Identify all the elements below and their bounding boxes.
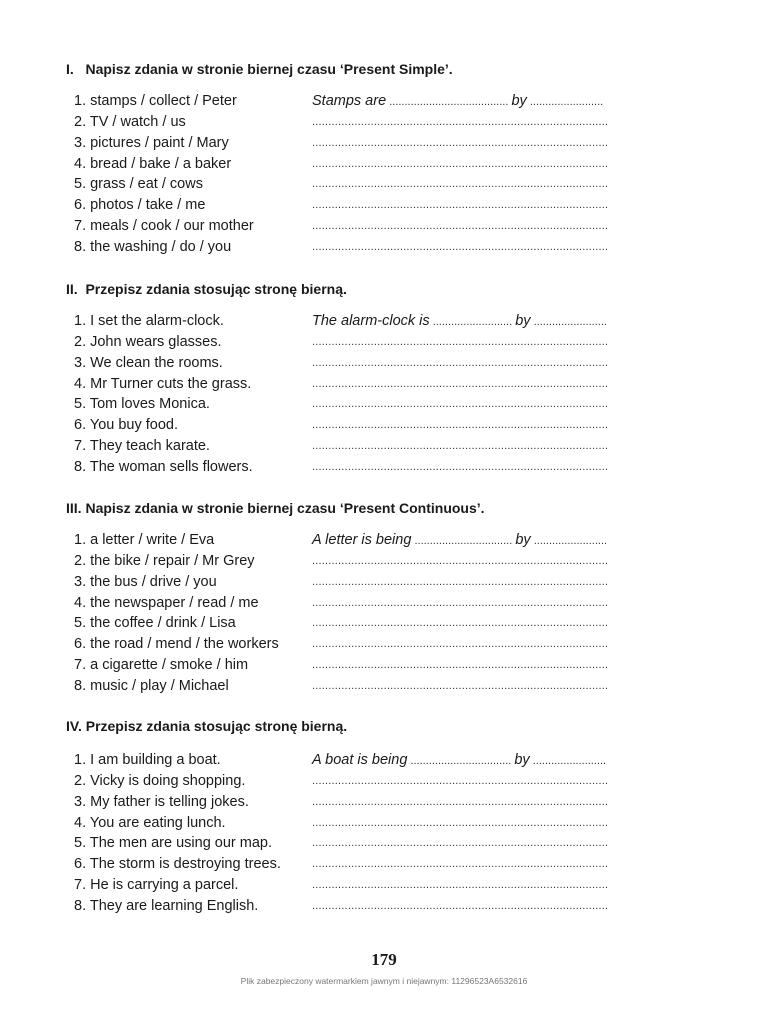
answer-line[interactable]: ........................................................................................... [312,679,609,692]
section-number: II. [66,281,78,297]
exercise-row [66,332,686,353]
prompt: 8. music / play / Michael [74,677,229,694]
answer-line[interactable]: ........................................................................................... [312,816,609,829]
prompt: 5. the coffee / drink / Lisa [74,615,236,632]
exercise-row [66,833,686,854]
exercise-row [66,655,686,676]
answer-line[interactable]: ........................................................................................... [312,178,609,191]
prompt: 7. They teach karate. [74,438,210,455]
exercise-row [66,195,686,216]
answer-line[interactable]: ........................................................................................... [312,157,609,170]
exercise-row [66,530,686,551]
section-1 [66,57,686,258]
prompt: 4. Mr Turner cuts the grass. [74,375,252,392]
answer-line[interactable]: ........................................................................................... [312,115,609,128]
exercise-row [66,896,686,917]
answer-line[interactable]: ........................................................................................... [312,659,609,672]
answer-line[interactable]: ........................................................................................... [312,774,609,787]
answer-line[interactable]: ........................................................................................... [312,199,609,212]
section-title [66,277,686,301]
exercise-row [66,353,686,374]
exercise-rows [66,530,686,697]
answer-line[interactable]: ........................................................................................... [312,335,609,348]
prompt: 3. the bus / drive / you [74,573,217,590]
answer-line[interactable]: ........................................................................................... [312,858,609,871]
answer-line[interactable]: ........................................................................................... [312,575,609,588]
example-start: A letter is being [312,532,412,548]
prompt: 3. My father is telling jokes. [74,793,249,810]
prompt: 6. You buy food. [74,417,179,434]
exercise-row [66,415,686,436]
prompt: 8. The woman sells flowers. [74,458,253,475]
answer-line[interactable]: ........................................................................................... [312,398,609,411]
exercise-rows [66,91,686,258]
exercise-row [66,237,686,258]
prompt: 3. We clean the rooms. [74,354,223,371]
answer-line[interactable]: ........................................................................................... [312,440,609,453]
answer-line[interactable]: ........................................................................................... [312,377,609,390]
prompt: 6. the road / mend / the workers [74,636,279,653]
exercise-row [66,174,686,195]
exercise-row [66,394,686,415]
example-answer [312,750,674,772]
prompt: 5. grass / eat / cows [74,176,203,193]
answer-line[interactable]: ........................................................................................... [312,136,609,149]
answer-blank[interactable]: ........................ [530,535,608,547]
exercise-row [66,457,686,478]
answer-line[interactable]: ........................................................................................... [312,220,609,233]
prompt: 8. They are learning English. [74,897,259,914]
answer-line[interactable]: ........................................................................................... [312,837,609,850]
exercise-rows [66,311,686,478]
answer-line[interactable]: ........................................................................................... [312,899,609,912]
exercise-row [66,311,686,332]
exercise-row [66,676,686,697]
prompt: 1. a letter / write / Eva [74,532,215,548]
prompt: 2. Vicky is doing shopping. [74,772,246,789]
example-answer [312,91,674,113]
exercise-rows [66,750,686,917]
example-answer [312,311,674,333]
section-number: IV. [66,718,82,734]
example-by: by [511,93,527,109]
answer-line[interactable]: ........................................................................................... [312,638,609,651]
exercise-row [66,613,686,634]
answer-blank[interactable]: ................................ [411,535,516,547]
section-title [66,496,686,520]
prompt: 1. I set the alarm-clock. [74,313,224,329]
exercise-row [66,112,686,133]
section-4 [66,714,686,917]
prompt: 6. The storm is destroying trees. [74,856,281,873]
exercise-row [66,593,686,614]
answer-line[interactable]: ........................................................................................... [312,460,609,473]
exercise-row [66,572,686,593]
section-number: I. [66,61,74,77]
exercise-row [66,771,686,792]
watermark-text: Plik zabezpieczony watermarkiem jawnym i niejawnym: 11296523A6532616 [240,976,528,986]
answer-line[interactable]: ........................................................................................... [312,617,609,630]
exercise-row [66,133,686,154]
example-start: The alarm-clock is [312,313,430,329]
exercise-row [66,634,686,655]
answer-line[interactable]: ........................................................................................... [312,356,609,369]
section-instruction: Przepisz zdania stosując stronę bierną. [85,281,347,297]
section-title [66,714,686,738]
answer-line[interactable]: ........................................................................................... [312,419,609,432]
prompt: 2. TV / watch / us [74,113,186,130]
exercise-row [66,91,686,112]
exercise-row [66,875,686,896]
answer-line[interactable]: ........................................................................................... [312,879,609,892]
answer-line[interactable]: ........................................................................................... [312,596,609,609]
prompt: 2. the bike / repair / Mr Grey [74,552,255,569]
section-2 [66,277,686,478]
prompt: 4. the newspaper / read / me [74,594,259,611]
answer-blank[interactable]: ........................ [526,96,604,108]
prompt: 2. John wears glasses. [74,333,222,350]
example-start: Stamps are [312,93,387,109]
prompt: 4. bread / bake / a baker [74,155,232,172]
exercise-row [66,813,686,834]
section-instruction: Przepisz zdania stosując stronę bierną. [85,718,348,734]
prompt: 6. photos / take / me [74,197,206,214]
section-title [66,57,686,81]
answer-blank[interactable]: ........................ [529,755,607,767]
prompt: 1. stamps / collect / Peter [74,93,237,109]
prompt: 7. He is carrying a parcel. [74,877,239,894]
prompt: 8. the washing / do / you [74,238,232,255]
section-3 [66,496,686,697]
answer-blank[interactable]: .......................... [429,316,516,328]
prompt: 1. I am building a boat. [74,752,221,768]
section-number: III. [66,500,82,516]
exercise-row [66,154,686,175]
answer-blank[interactable]: ........................ [530,316,607,328]
answer-line[interactable]: ........................................................................................... [312,240,609,253]
answer-blank[interactable]: ....................................... [386,96,512,108]
prompt: 3. pictures / paint / Mary [74,134,229,151]
prompt: 4. You are eating lunch. [74,814,226,831]
answer-blank[interactable]: ................................. [407,755,515,767]
example-by: by [514,752,530,768]
section-instruction: Napisz zdania w stronie biernej czasu ‘Present Simple’. [85,61,453,77]
prompt: 5. The men are using our map. [74,835,273,852]
exercise-row [66,216,686,237]
answer-line[interactable]: ........................................................................................... [312,795,609,808]
exercise-row [66,436,686,457]
exercise-row [66,854,686,875]
section-instruction: Napisz zdania w stronie biernej czasu ‘Present Continuous’. [85,500,485,516]
example-answer [312,530,674,552]
prompt: 5. Tom loves Monica. [74,396,210,413]
exercise-row [66,374,686,395]
example-by: by [515,313,531,329]
exercise-row [66,551,686,572]
exercise-row [66,792,686,813]
exercise-row [66,750,686,771]
example-start: A boat is being [312,752,408,768]
page-number: 179 [371,950,397,969]
prompt: 7. meals / cook / our mother [74,218,254,235]
answer-line[interactable]: ........................................................................................... [312,554,609,567]
example-by: by [515,532,531,548]
prompt: 7. a cigarette / smoke / him [74,657,249,674]
